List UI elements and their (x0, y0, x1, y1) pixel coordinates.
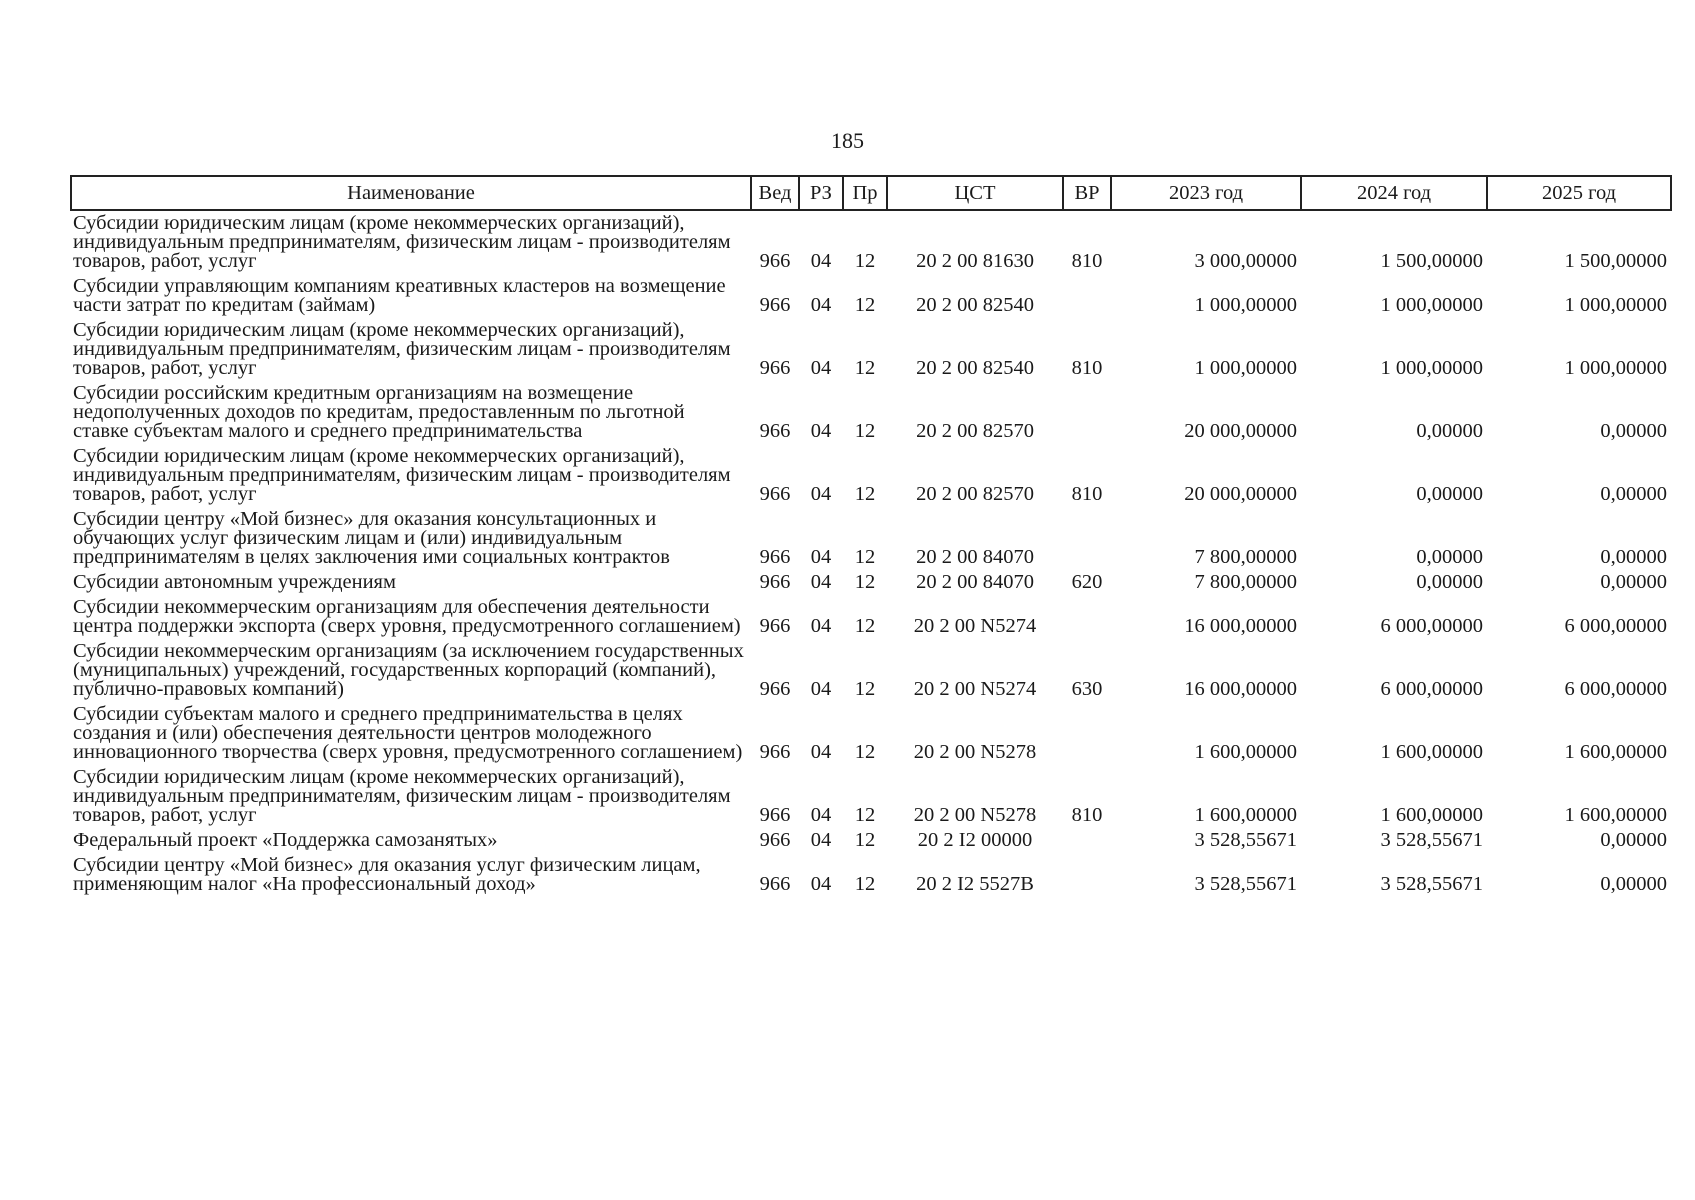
row-value-2023: 16 000,00000 (1184, 678, 1297, 700)
row-vr (1063, 853, 1111, 897)
row-ved: 966 (759, 294, 791, 316)
table-row (71, 274, 1671, 318)
row-pr: 12 (854, 483, 876, 505)
header-2023: 2023 год (1111, 176, 1301, 210)
table-row (71, 210, 1671, 274)
row-value-2024: 6 000,00000 (1380, 615, 1483, 637)
budget-table (70, 175, 1672, 897)
row-vr: 810 (1071, 357, 1103, 379)
table-row (71, 639, 1671, 702)
row-pr: 12 (854, 294, 876, 316)
row-pr: 12 (854, 571, 876, 593)
table-row (71, 702, 1671, 765)
row-vr: 810 (1071, 804, 1103, 826)
row-name: Субсидии субъектам малого и среднего предпринимательства в целях создания и (или) обеспечения деятельности центров молодежного инновационного творчества (сверх уровня, предусмотренного соглашением) (73, 703, 743, 763)
row-value-2023: 16 000,00000 (1184, 615, 1297, 637)
table-row (71, 853, 1671, 897)
table-row (71, 381, 1671, 444)
row-cst: 20 2 00 82570 (916, 420, 1034, 442)
header-vr: ВР (1063, 176, 1111, 210)
table-body (71, 210, 1671, 897)
header-cst: ЦСТ (887, 176, 1063, 210)
row-pr: 12 (854, 873, 876, 895)
table-row (71, 444, 1671, 507)
row-value-2025: 1 000,00000 (1564, 357, 1667, 379)
row-value-2023: 3 528,55671 (1194, 873, 1297, 895)
row-rz: 04 (810, 294, 832, 316)
row-name: Субсидии юридическим лицам (кроме некоммерческих организаций), индивидуальным предпринимателям, физическим лицам - производителям товаров, работ, услуг (73, 445, 731, 505)
row-name: Субсидии юридическим лицам (кроме некоммерческих организаций), индивидуальным предпринимателям, физическим лицам - производителям товаров, работ, услуг (73, 766, 731, 826)
row-value-2025: 0,00000 (1600, 829, 1667, 851)
row-vr: 810 (1071, 250, 1103, 272)
header-pr: Пр (843, 176, 887, 210)
table-row (71, 828, 1671, 853)
row-rz: 04 (810, 829, 832, 851)
row-pr: 12 (854, 829, 876, 851)
row-value-2024: 0,00000 (1416, 483, 1483, 505)
row-value-2024: 3 528,55671 (1380, 829, 1483, 851)
row-rz: 04 (810, 804, 832, 826)
row-ved: 966 (759, 804, 791, 826)
row-name: Субсидии некоммерческим организациям (за исключением государственных (муниципальных) учреждений, государственных корпораций (компаний), публично-правовых компаний) (73, 640, 744, 700)
row-value-2024: 0,00000 (1416, 546, 1483, 568)
row-value-2025: 0,00000 (1600, 483, 1667, 505)
row-name: Субсидии управляющим компаниям креативных кластеров на возмещение части затрат по кредитам (займам) (73, 275, 726, 316)
row-rz: 04 (810, 678, 832, 700)
row-value-2023: 3 528,55671 (1194, 829, 1297, 851)
row-rz: 04 (810, 546, 832, 568)
row-vr (1063, 828, 1111, 853)
row-value-2024: 3 528,55671 (1380, 873, 1483, 895)
row-vr: 620 (1071, 571, 1103, 593)
row-pr: 12 (854, 546, 876, 568)
row-value-2023: 1 600,00000 (1194, 741, 1297, 763)
row-vr (1063, 702, 1111, 765)
row-value-2023: 3 000,00000 (1194, 250, 1297, 272)
row-value-2025: 1 500,00000 (1564, 250, 1667, 272)
header-2024: 2024 год (1301, 176, 1487, 210)
row-cst: 20 2 00 N5278 (913, 804, 1037, 826)
row-value-2025: 1 000,00000 (1564, 294, 1667, 316)
row-vr (1063, 507, 1111, 570)
row-cst: 20 2 00 81630 (916, 250, 1034, 272)
header-name: Наименование (71, 176, 751, 210)
row-cst: 20 2 I2 5527B (916, 873, 1034, 895)
row-value-2023: 7 800,00000 (1194, 546, 1297, 568)
row-cst: 20 2 00 82570 (916, 483, 1034, 505)
table-row (71, 765, 1671, 828)
row-value-2023: 1 000,00000 (1194, 357, 1297, 379)
row-rz: 04 (810, 357, 832, 379)
row-vr (1063, 274, 1111, 318)
row-value-2024: 1 600,00000 (1380, 741, 1483, 763)
row-name: Субсидии некоммерческим организациям для обеспечения деятельности центра поддержки экспорта (сверх уровня, предусмотренного соглашением) (73, 596, 741, 637)
table-header-row (71, 176, 1671, 210)
row-name: Федеральный проект «Поддержка самозанятых» (73, 829, 498, 851)
row-cst: 20 2 00 82540 (916, 357, 1034, 379)
row-value-2025: 6 000,00000 (1564, 678, 1667, 700)
row-vr (1063, 595, 1111, 639)
row-pr: 12 (854, 420, 876, 442)
row-value-2025: 0,00000 (1600, 546, 1667, 568)
row-value-2023: 20 000,00000 (1184, 420, 1297, 442)
row-value-2025: 1 600,00000 (1564, 741, 1667, 763)
header-rz: РЗ (799, 176, 843, 210)
row-cst: 20 2 00 84070 (916, 571, 1034, 593)
row-cst: 20 2 I2 00000 (917, 829, 1033, 851)
row-cst: 20 2 00 82540 (916, 294, 1034, 316)
row-vr: 630 (1071, 678, 1103, 700)
row-value-2023: 1 600,00000 (1194, 804, 1297, 826)
row-ved: 966 (759, 829, 791, 851)
row-cst: 20 2 00 N5278 (913, 741, 1037, 763)
row-ved: 966 (759, 483, 791, 505)
row-value-2024: 1 600,00000 (1380, 804, 1483, 826)
row-rz: 04 (810, 873, 832, 895)
row-ved: 966 (759, 250, 791, 272)
row-cst: 20 2 00 84070 (916, 546, 1034, 568)
row-name: Субсидии центру «Мой бизнес» для оказания консультационных и обучающих услуг физическим лицам и (или) индивидуальным предпринимателям в целях заключения ими социальных контрактов (73, 508, 670, 568)
row-value-2024: 1 500,00000 (1380, 250, 1483, 272)
row-value-2023: 1 000,00000 (1194, 294, 1297, 316)
row-cst: 20 2 00 N5274 (913, 615, 1037, 637)
row-value-2024: 1 000,00000 (1380, 294, 1483, 316)
table-row (71, 595, 1671, 639)
page-number: 185 (831, 128, 864, 153)
row-rz: 04 (810, 483, 832, 505)
row-name: Субсидии российским кредитным организациям на возмещение недополученных доходов по кредитам, предоставленным по льготной ставке субъектам малого и среднего предпринимательства (73, 382, 685, 442)
row-value-2024: 0,00000 (1416, 420, 1483, 442)
row-ved: 966 (759, 357, 791, 379)
row-ved: 966 (759, 678, 791, 700)
table-row (71, 318, 1671, 381)
row-value-2025: 0,00000 (1600, 873, 1667, 895)
row-name: Субсидии юридическим лицам (кроме некоммерческих организаций), индивидуальным предпринимателям, физическим лицам - производителям товаров, работ, услуг (73, 212, 731, 272)
row-vr (1063, 381, 1111, 444)
row-vr: 810 (1071, 483, 1103, 505)
header-2025: 2025 год (1487, 176, 1671, 210)
row-value-2025: 0,00000 (1600, 571, 1667, 593)
row-ved: 966 (759, 571, 791, 593)
row-name: Субсидии центру «Мой бизнес» для оказания услуг физическим лицам, применяющим налог «На профессиональный доход» (73, 854, 701, 895)
row-ved: 966 (759, 420, 791, 442)
row-rz: 04 (810, 250, 832, 272)
row-cst: 20 2 00 N5274 (913, 678, 1037, 700)
row-value-2023: 20 000,00000 (1184, 483, 1297, 505)
row-pr: 12 (854, 804, 876, 826)
header-ved: Вед (751, 176, 799, 210)
row-pr: 12 (854, 357, 876, 379)
row-value-2024: 6 000,00000 (1380, 678, 1483, 700)
row-name: Субсидии автономным учреждениям (73, 571, 396, 593)
row-value-2024: 1 000,00000 (1380, 357, 1483, 379)
row-ved: 966 (759, 741, 791, 763)
row-value-2025: 0,00000 (1600, 420, 1667, 442)
table-row (71, 507, 1671, 570)
row-pr: 12 (854, 678, 876, 700)
row-value-2025: 6 000,00000 (1564, 615, 1667, 637)
row-rz: 04 (810, 615, 832, 637)
row-ved: 966 (759, 615, 791, 637)
row-ved: 966 (759, 873, 791, 895)
row-rz: 04 (810, 420, 832, 442)
row-pr: 12 (854, 615, 876, 637)
row-pr: 12 (854, 250, 876, 272)
row-rz: 04 (810, 741, 832, 763)
row-value-2025: 1 600,00000 (1564, 804, 1667, 826)
row-name: Субсидии юридическим лицам (кроме некоммерческих организаций), индивидуальным предпринимателям, физическим лицам - производителям товаров, работ, услуг (73, 319, 731, 379)
row-ved: 966 (759, 546, 791, 568)
row-value-2024: 0,00000 (1416, 571, 1483, 593)
table-row (71, 570, 1671, 595)
row-value-2023: 7 800,00000 (1194, 571, 1297, 593)
row-rz: 04 (810, 571, 832, 593)
row-pr: 12 (854, 741, 876, 763)
